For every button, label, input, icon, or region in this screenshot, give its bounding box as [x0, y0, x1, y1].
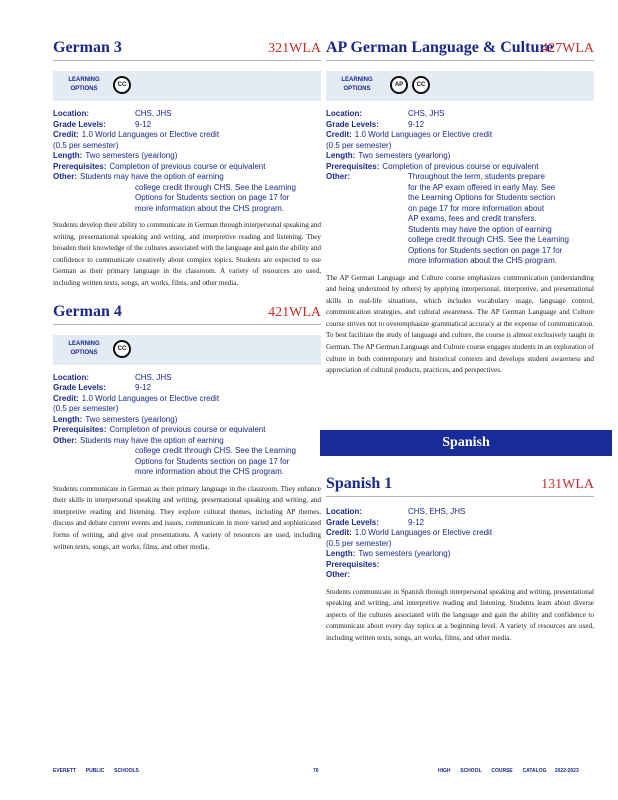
- prereq-label: Prerequisites:: [326, 161, 380, 171]
- learning-options-label: LEARNING OPTIONS: [68, 77, 100, 92]
- other-line: more information about the CHS program.: [135, 467, 284, 477]
- course-title: AP German Language & Culture: [326, 39, 554, 56]
- location-label: Location:: [53, 109, 89, 118]
- course-code: 421WLA: [268, 304, 321, 320]
- course-header: [53, 302, 321, 325]
- other-label: Other:: [53, 172, 77, 181]
- other-line: more information about the CHS program.: [408, 256, 557, 265]
- other-line: college credit through CHS. See the Learning: [408, 235, 569, 244]
- other-line: college credit through CHS. See the Learning: [135, 182, 296, 192]
- course-info: [53, 373, 321, 478]
- credit-value: 1.0 World Languages or Elective credit: [354, 528, 493, 537]
- course-header: [326, 474, 594, 497]
- learning-options-label: LEARNING OPTIONS: [68, 340, 100, 356]
- prereq-label: Prerequisites:: [326, 559, 380, 569]
- course-ap-german: [326, 38, 594, 377]
- prereq-value: Completion of previous course or equivalent: [382, 161, 539, 171]
- course-info: [326, 507, 594, 581]
- footer-left: EVERETT PUBLIC SCHOOLS: [53, 768, 139, 774]
- location-value: CHS, JHS: [408, 109, 445, 118]
- grade-label: Grade Levels:: [326, 119, 379, 129]
- other-line: AP exams, fees and credit transfers.: [408, 214, 537, 223]
- learning-options-box: [53, 335, 321, 365]
- other-line: the Learning Options for Students section: [408, 193, 556, 202]
- length-label: Length:: [53, 414, 83, 424]
- college-credit-icon: CC: [113, 340, 131, 358]
- other-line: Options for Students section on page 17 for: [408, 245, 563, 255]
- course-description: Students communicate in Spanish through interpersonal speaking and writing, presentational speaking and writing, and interpretive reading and listening. Students learn about diverse aspects of the cultures associated with the language and gain the ability and confidence to communicate about every day topics at a beginning level. A variety of resources are used, including written texts, songs, art works, films, and other media.: [326, 587, 594, 642]
- other-value: Students may have the option of earning: [80, 172, 224, 181]
- other-line: on page 17 for more information about: [408, 203, 545, 213]
- course-info: [53, 109, 321, 214]
- course-header: [53, 38, 321, 61]
- course-spanish-1: [326, 474, 594, 644]
- length-label: Length:: [326, 549, 356, 558]
- credit-value: 1.0 World Languages or Elective credit: [81, 393, 220, 403]
- length-label: Length:: [53, 151, 83, 160]
- grade-label: Grade Levels:: [53, 119, 106, 129]
- right-column: [326, 38, 594, 377]
- course-code: 427WLA: [541, 41, 594, 56]
- page-number: 70: [313, 768, 319, 774]
- location-value: CHS, JHS: [135, 372, 172, 382]
- credit-label: Credit:: [326, 528, 352, 537]
- credit-label: Credit:: [326, 130, 352, 139]
- grade-value: 9-12: [408, 119, 425, 129]
- course-description: Students develop their ability to communicate in German through interpersonal speaking and writing, presentational speaking and writing, and interpretive reading and listening. They broaden their knowledge of the cultures associated with the language and gain the ability and confidence to communicate creatively about complex topics. Students are expected to use German as their primary language in the classroom. A variety of resources are used, including written texts, songs, art works, films, and other media.: [53, 221, 321, 287]
- credit-label: Credit:: [53, 393, 79, 403]
- credit-detail: (0.5 per semester): [326, 538, 392, 548]
- location-label: Location:: [326, 507, 362, 516]
- course-info: [326, 109, 594, 267]
- location-label: Location:: [326, 109, 362, 118]
- course-code: 321WLA: [268, 41, 321, 56]
- location-value: CHS, EHS, JHS: [408, 507, 466, 516]
- college-credit-icon: CC: [412, 76, 430, 94]
- ap-icon: AP: [390, 76, 408, 94]
- credit-value: 1.0 World Languages or Elective credit: [81, 130, 220, 139]
- footer-right: HIGH SCHOOL COURSE CATALOG 2022-2023: [438, 768, 579, 774]
- length-value: Two semesters (yearlong): [85, 414, 178, 424]
- other-label: Other:: [326, 570, 350, 579]
- learning-options-label: LEARNING OPTIONS: [341, 77, 373, 92]
- prereq-value: Completion of previous course or equivalent: [109, 161, 266, 171]
- course-german-3: [53, 38, 321, 290]
- other-line: Options for Students section on page 17 for: [135, 193, 290, 202]
- other-value: Students may have the option of earning: [80, 435, 224, 445]
- course-code: 131WLA: [541, 477, 594, 492]
- length-value: Two semesters (yearlong): [358, 151, 451, 160]
- prereq-value: Completion of previous course or equivalent: [109, 425, 266, 435]
- other-line: for the AP exam offered in early May. See: [408, 182, 556, 192]
- location-label: Location:: [53, 372, 89, 382]
- section-banner-spanish: Spanish: [320, 430, 612, 456]
- location-value: CHS, JHS: [135, 109, 172, 118]
- credit-detail: (0.5 per semester): [326, 140, 392, 150]
- prereq-label: Prerequisites:: [53, 161, 107, 171]
- grade-label: Grade Levels:: [53, 383, 106, 393]
- credit-value: 1.0 World Languages or Elective credit: [354, 130, 493, 139]
- learning-options-box: [326, 71, 594, 101]
- other-value: Throughout the term, students prepare: [408, 172, 545, 181]
- grade-label: Grade Levels:: [326, 517, 379, 527]
- left-column: [53, 38, 321, 553]
- credit-detail: (0.5 per semester): [53, 404, 119, 414]
- other-line: Students may have the option of earning: [408, 224, 552, 234]
- credit-label: Credit:: [53, 130, 79, 139]
- prereq-label: Prerequisites:: [53, 425, 107, 435]
- credit-detail: (0.5 per semester): [53, 140, 119, 150]
- other-label: Other:: [53, 435, 77, 445]
- grade-value: 9-12: [135, 383, 152, 393]
- other-label: Other:: [326, 172, 350, 181]
- college-credit-icon: CC: [113, 76, 131, 94]
- course-description: The AP German Language and Culture course emphasizes communication (understanding and being understood by others) by applying interpersonal, interpretive, and presentational skills in real-life situations, which includes vocabulary usage, language control, communication strategies, and cultural awareness. The AP German Language and Culture course strives not to overemphasize grammatical accuracy at the expense of communication. To best facilitate the study of language and culture, the course is almost exclusively taught in German. The AP German Language and Culture course engages students in an exploration of culture in both contemporary and historical contexts and develops student awareness and appreciation of cultural products, practices, and perspectives.: [326, 273, 594, 375]
- length-label: Length:: [326, 151, 356, 160]
- course-german-4: [53, 302, 321, 554]
- learning-options-box: [53, 71, 321, 101]
- course-description: Students communicate in German as their primary language in the classroom. They enhance their skills in interpersonal speaking and writing, presentational speaking and writing, and interpretive reading and listening. They explore cultural themes, including AP themes, discuss and debate current events and issues, communicate in more varied and sophisticated forms of writing, and give oral presentations. A variety of resources are used, including written texts, songs, art works, films, and other media.: [53, 484, 321, 551]
- length-value: Two semesters (yearlong): [358, 549, 451, 558]
- course-title: German 4: [53, 302, 122, 320]
- grade-value: 9-12: [408, 517, 425, 527]
- course-title: German 3: [53, 39, 122, 56]
- course-header: [326, 38, 594, 61]
- other-line: Options for Students section on page 17 for: [135, 456, 290, 466]
- other-line: college credit through CHS. See the Learning: [135, 446, 296, 456]
- length-value: Two semesters (yearlong): [85, 151, 178, 160]
- course-title: Spanish 1: [326, 475, 393, 492]
- grade-value: 9-12: [135, 119, 152, 129]
- other-line: more information about the CHS program.: [135, 203, 284, 213]
